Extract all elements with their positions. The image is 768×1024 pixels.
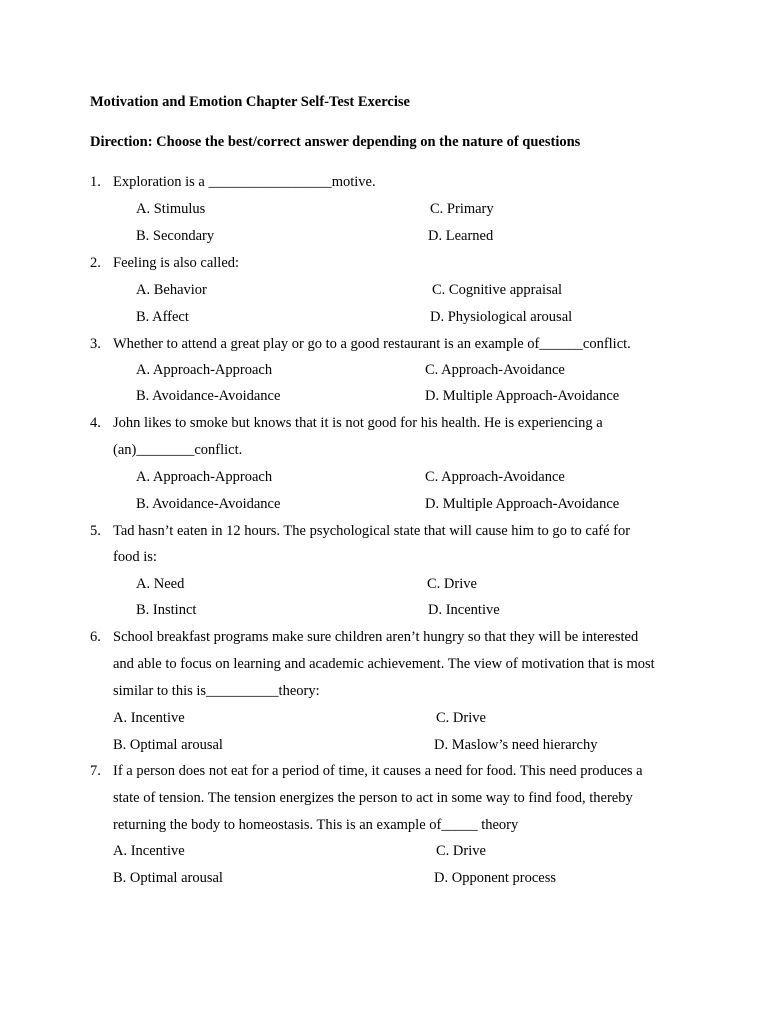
question-text-line-2: food is:	[113, 549, 157, 565]
option-a: A. Stimulus	[136, 201, 206, 217]
option-c: C. Approach-Avoidance	[425, 362, 565, 378]
question-text: Whether to attend a great play or go to a good restaurant is an example of______conflict.	[113, 336, 631, 352]
question-text: Feeling is also called:	[113, 255, 240, 271]
option-a: A. Need	[136, 576, 185, 592]
question-text-line-1: Tad hasn’t eaten in 12 hours. The psychological state that will cause him to go to café for	[113, 523, 631, 539]
option-d: D. Multiple Approach-Avoidance	[425, 496, 620, 512]
question-text-line-2: (an)________conflict.	[113, 442, 243, 458]
option-c: C. Drive	[436, 843, 486, 859]
question-text-line-1: John likes to smoke but knows that it is not good for his health. He is experiencing a	[113, 415, 603, 431]
option-d: D. Maslow’s need hierarchy	[434, 737, 598, 753]
question-text-line-3: similar to this is__________theory:	[113, 683, 320, 699]
question-number: 2.	[90, 255, 101, 271]
option-d: D. Learned	[428, 228, 494, 244]
question-number: 1.	[90, 174, 101, 190]
option-d: D. Opponent process	[434, 870, 557, 886]
option-b: B. Avoidance-Avoidance	[136, 496, 281, 512]
question-text-line-1: School breakfast programs make sure children aren’t hungry so that they will be interested	[113, 629, 639, 645]
option-b: B. Avoidance-Avoidance	[136, 388, 281, 404]
option-a: A. Approach-Approach	[136, 469, 273, 485]
option-c: C. Drive	[436, 710, 486, 726]
option-b: B. Optimal arousal	[113, 870, 223, 886]
option-d: D. Incentive	[428, 602, 500, 618]
option-c: C. Approach-Avoidance	[425, 469, 565, 485]
option-b: B. Instinct	[136, 602, 197, 618]
option-a: A. Approach-Approach	[136, 362, 273, 378]
option-b: B. Optimal arousal	[113, 737, 223, 753]
question-text-line-3: returning the body to homeostasis. This is an example of_____ theory	[113, 817, 519, 833]
option-c: C. Drive	[427, 576, 477, 592]
page-title: Motivation and Emotion Chapter Self-Test Exercise	[90, 94, 410, 110]
option-b: B. Secondary	[136, 228, 215, 244]
option-d: D. Multiple Approach-Avoidance	[425, 388, 620, 404]
question-number: 6.	[90, 629, 101, 645]
option-a: A. Incentive	[113, 843, 185, 859]
direction-text: Direction: Choose the best/correct answer depending on the nature of questions	[90, 134, 581, 150]
question-number: 3.	[90, 336, 101, 352]
question-text-line-1: If a person does not eat for a period of time, it causes a need for food. This need produces a	[113, 763, 643, 779]
option-c: C. Cognitive appraisal	[432, 282, 563, 298]
question-number: 5.	[90, 523, 101, 539]
option-c: C. Primary	[430, 201, 494, 217]
question-text-line-2: state of tension. The tension energizes the person to act in some way to find food, thereby	[113, 790, 633, 806]
option-b: B. Affect	[136, 309, 189, 325]
option-d: D. Physiological arousal	[430, 309, 573, 325]
question-number: 7.	[90, 763, 101, 779]
option-a: A. Incentive	[113, 710, 185, 726]
option-a: A. Behavior	[136, 282, 207, 298]
question-text: Exploration is a _________________motive.	[113, 174, 376, 190]
question-number: 4.	[90, 415, 101, 431]
question-text-line-2: and able to focus on learning and academic achievement. The view of motivation that is most	[113, 656, 655, 672]
